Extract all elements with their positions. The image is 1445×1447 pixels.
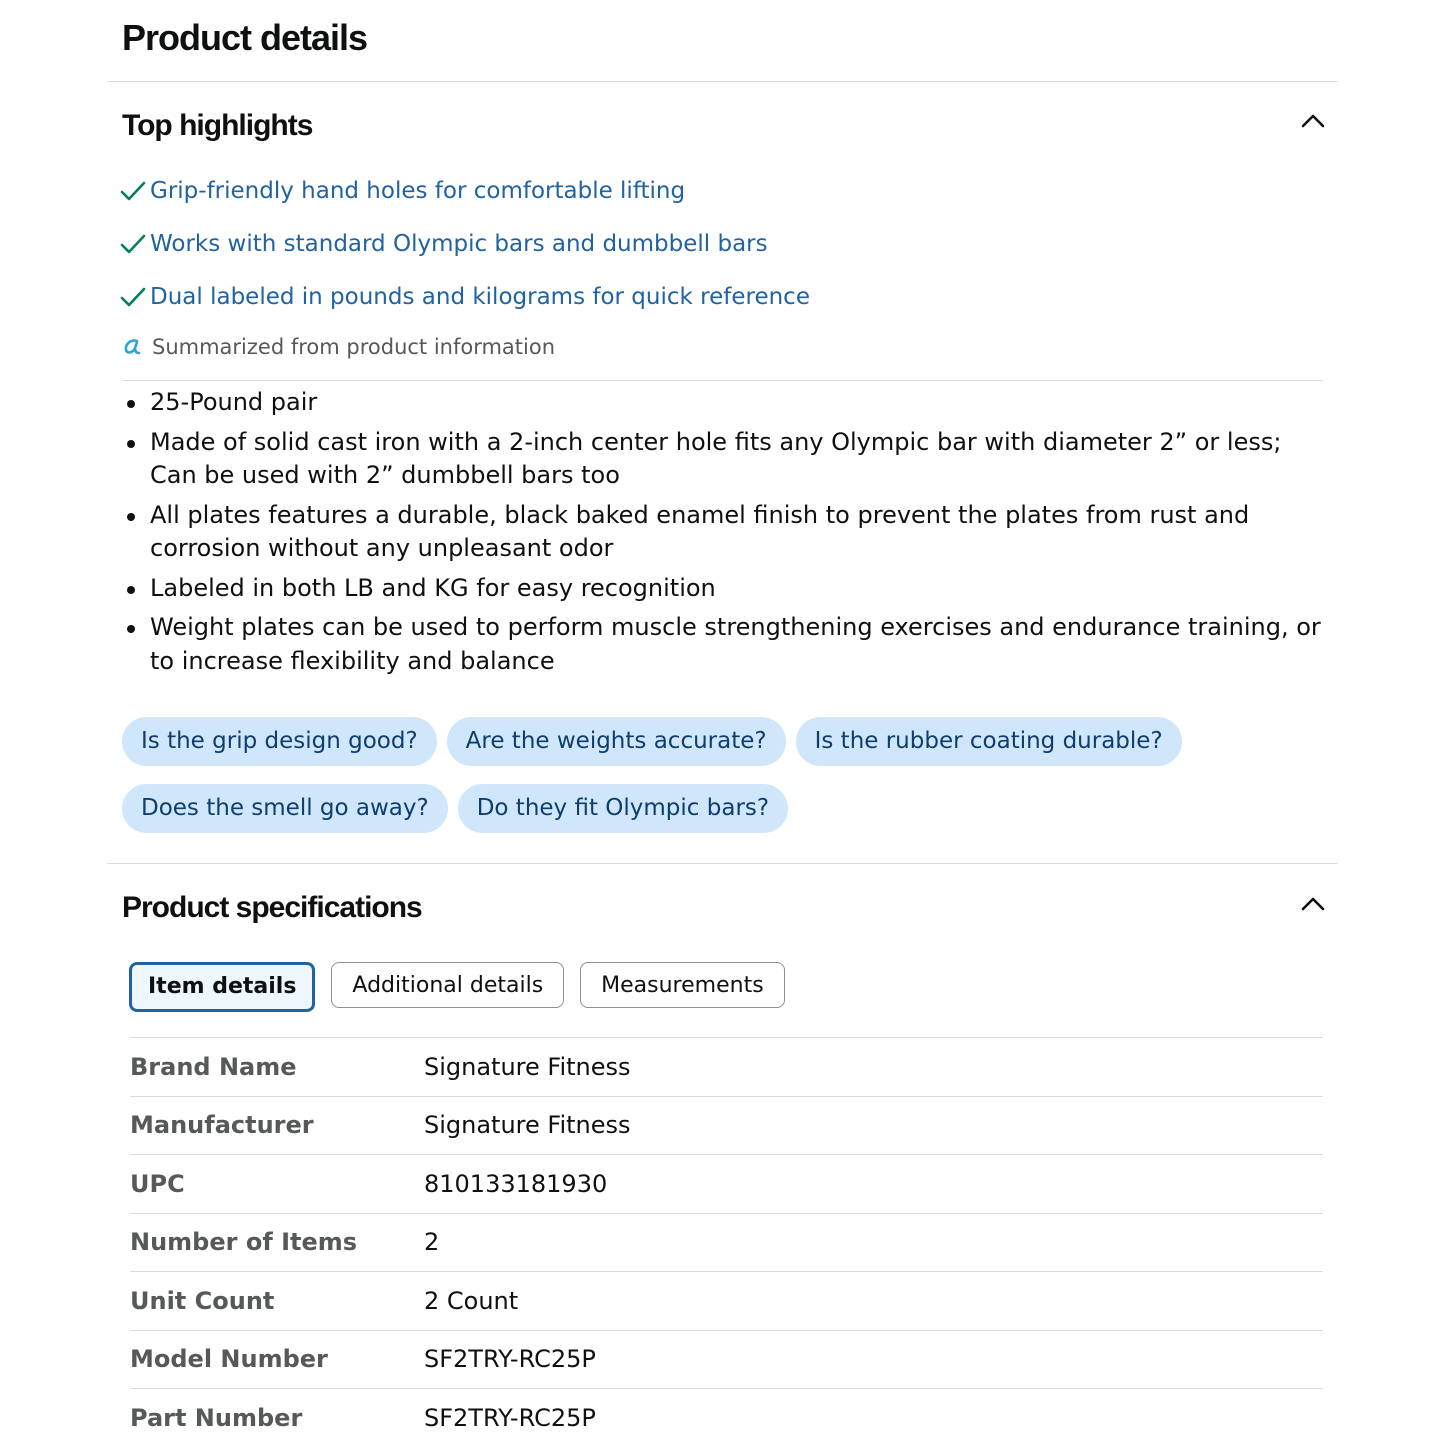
chip-row xyxy=(122,784,1332,833)
highlight-text: Grip-friendly hand holes for comfortable lifting xyxy=(150,178,686,204)
spec-key: Unit Count xyxy=(130,1286,275,1315)
highlight-item xyxy=(120,277,810,330)
chevron-up-icon[interactable] xyxy=(1300,111,1326,129)
table-row xyxy=(130,1330,1323,1389)
spec-key: Number of Items xyxy=(130,1228,358,1257)
bullet-item: Weight plates can be used to perform muscle strengthening exercises and endurance training, or to increase flexibility and balance xyxy=(150,611,1325,678)
question-chip-smell[interactable]: Does the smell go away? xyxy=(122,784,448,833)
page-title: Product details xyxy=(122,17,368,58)
ai-sparkle-icon xyxy=(122,337,142,357)
table-row xyxy=(130,1037,1323,1096)
spec-tabs xyxy=(129,962,785,1012)
spec-table xyxy=(130,1037,1323,1447)
question-chip-grip[interactable]: Is the grip design good? xyxy=(122,717,437,766)
spec-value: 2 xyxy=(424,1228,440,1257)
inner-divider xyxy=(122,380,1323,381)
table-row xyxy=(130,1154,1323,1213)
question-chip-coating[interactable]: Is the rubber coating durable? xyxy=(796,717,1182,766)
spec-key: Manufacturer xyxy=(130,1111,314,1140)
highlight-item xyxy=(120,224,810,277)
table-row xyxy=(130,1388,1323,1447)
spec-key: Brand Name xyxy=(130,1052,297,1081)
question-chip-olympic[interactable]: Do they fit Olympic bars? xyxy=(458,784,788,833)
highlight-text: Works with standard Olympic bars and dumbbell bars xyxy=(150,231,768,257)
highlight-item xyxy=(120,171,810,224)
table-row xyxy=(130,1213,1323,1272)
spec-key: Part Number xyxy=(130,1403,303,1432)
spec-value: SF2TRY-RC25P xyxy=(424,1345,596,1374)
checkmark-icon xyxy=(120,233,146,255)
tab-additional-details[interactable]: Additional details xyxy=(331,962,564,1008)
section-divider xyxy=(107,81,1338,82)
bullet-item: Labeled in both LB and KG for easy recognition xyxy=(150,572,1325,606)
top-highlights-title: Top highlights xyxy=(122,109,313,142)
spec-key: UPC xyxy=(130,1169,185,1198)
highlights-list xyxy=(120,171,810,330)
section-divider xyxy=(107,863,1338,864)
spec-value: SF2TRY-RC25P xyxy=(424,1403,596,1432)
ai-summary-note xyxy=(122,330,555,364)
spec-value: 810133181930 xyxy=(424,1169,608,1198)
table-row xyxy=(130,1271,1323,1330)
spec-value: Signature Fitness xyxy=(424,1052,631,1081)
bullet-item: 25-Pound pair xyxy=(150,386,1325,420)
highlight-text: Dual labeled in pounds and kilograms for quick reference xyxy=(150,284,810,310)
chip-row xyxy=(122,717,1332,766)
spec-value: Signature Fitness xyxy=(424,1111,631,1140)
question-chip-accuracy[interactable]: Are the weights accurate? xyxy=(447,717,786,766)
checkmark-icon xyxy=(120,286,146,308)
question-chips xyxy=(122,717,1332,851)
tab-item-details[interactable]: Item details xyxy=(129,962,315,1012)
chevron-up-icon[interactable] xyxy=(1300,894,1326,912)
checkmark-icon xyxy=(120,180,146,202)
bullet-item: All plates features a durable, black baked enamel finish to prevent the plates from rust and corrosion without any unpleasant odor xyxy=(150,499,1325,566)
table-row xyxy=(130,1096,1323,1155)
tab-measurements[interactable]: Measurements xyxy=(580,962,785,1008)
spec-key: Model Number xyxy=(130,1345,328,1374)
bullet-item: Made of solid cast iron with a 2-inch center hole fits any Olympic bar with diameter 2” or less; Can be used with 2” dumbbell bars too xyxy=(150,426,1325,493)
specifications-title: Product specifications xyxy=(122,891,422,924)
about-bullets xyxy=(150,386,1325,684)
summary-text: Summarized from product information xyxy=(152,335,556,359)
spec-value: 2 Count xyxy=(424,1286,519,1315)
